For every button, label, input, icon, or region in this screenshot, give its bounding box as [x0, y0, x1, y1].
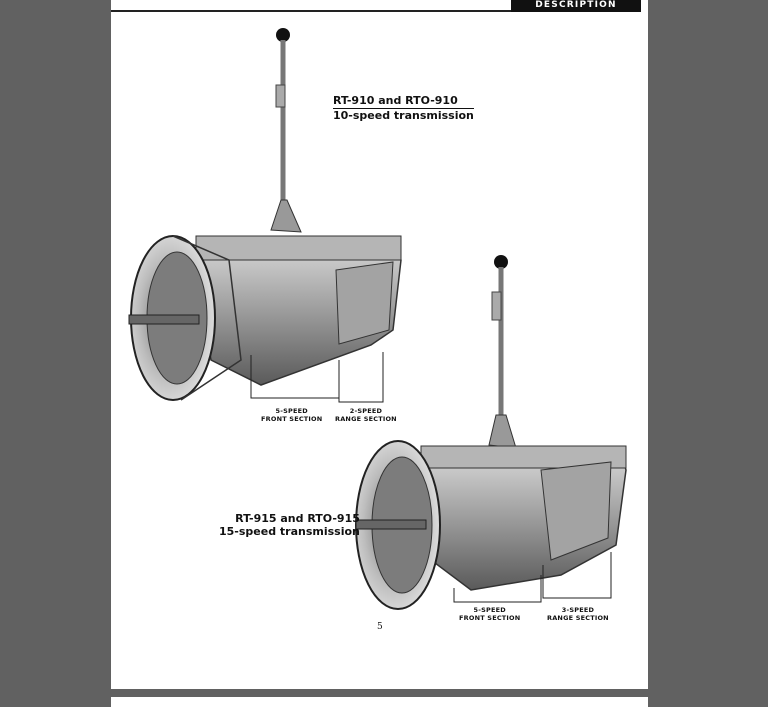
figure2-front-label-line1: 5-SPEED	[473, 606, 506, 614]
transmission-10-speed-image	[129, 28, 401, 402]
figure2-subtitle: 15-speed transmission	[219, 525, 360, 538]
figure2-front-label	[459, 606, 520, 622]
figure2-title: RT-915 and RTO-915	[235, 512, 360, 525]
figure1-front-label-line1: 5-SPEED	[275, 407, 308, 415]
section-tab: DESCRIPTION	[511, 0, 641, 12]
figure1-front-label	[261, 407, 322, 423]
figure2-range-label	[547, 606, 609, 622]
page-number: 5	[377, 622, 383, 632]
figure2-caption	[219, 512, 360, 538]
figure1-title: RT-910 and RTO-910	[333, 94, 474, 109]
transmission-15-speed-image	[356, 255, 626, 609]
figure1-range-label-line1: 2-SPEED	[349, 407, 383, 415]
figure2-range-label-line1: 3-SPEED	[561, 606, 595, 614]
figure2-range-label-line2: RANGE SECTION	[547, 614, 609, 622]
figure1-range-label-line2: RANGE SECTION	[335, 415, 397, 423]
document-page	[111, 0, 648, 689]
figure1-front-label-line2: FRONT SECTION	[261, 415, 323, 423]
figure1-subtitle: 10-speed transmission	[333, 109, 474, 122]
figure2-front-label-line2: FRONT SECTION	[459, 614, 521, 622]
next-page-edge	[111, 697, 648, 707]
figure1-caption	[333, 94, 474, 123]
figure1-range-label	[335, 407, 397, 423]
